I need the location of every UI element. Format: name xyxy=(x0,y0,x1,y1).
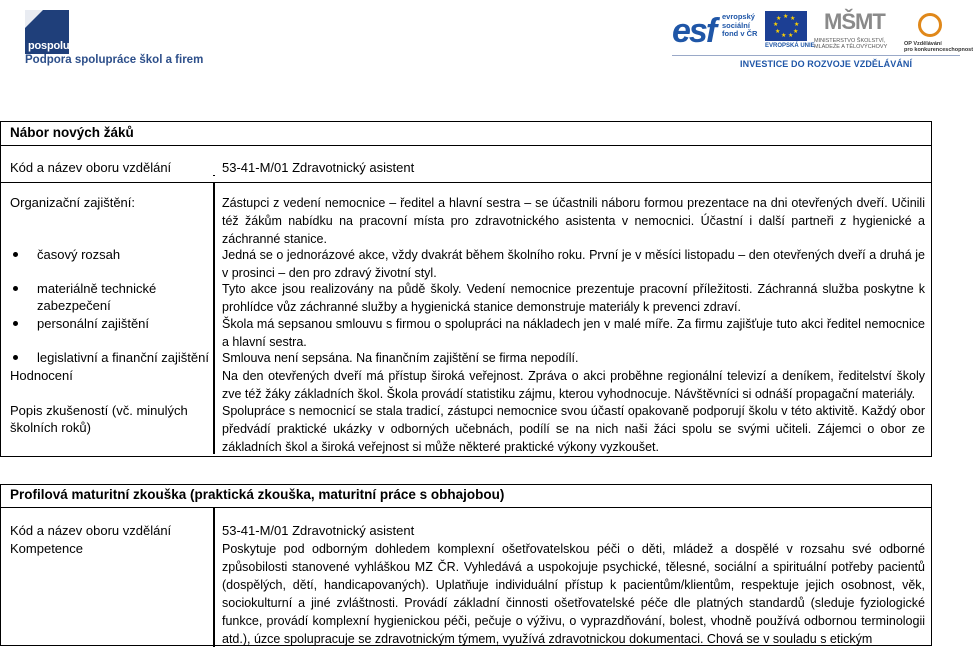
eu-logo-text: EVROPSKÁ UNIE xyxy=(765,43,815,49)
row-value-organizacni: Zástupci z vedení nemocnice – ředitel a hlavní sestra – se účastnili náboru formou prezentace na dni otevřených dveří. Učinili též žákům nabídku na pracovní místa pro zdravotnického asistenta v nemocnici. Účastní i další partneři z hygienické a záchranné stanice. xyxy=(222,196,925,246)
row-value-legislativni: Smlouva není sepsána. Na finančním zajištění se firma nepodílí. xyxy=(222,351,579,365)
row-label-organizacni: Organizační zajištění: xyxy=(10,195,136,210)
divider xyxy=(1,182,931,183)
row-label-legislativni: legislativní a finanční zajištění xyxy=(16,349,209,366)
row-label-popis: Popis zkušeností (vč. minulých školních roků) xyxy=(10,403,188,435)
row-value-hodnoceni: Na den otevřených dveří má přístup široká veřejnost. Zpráva o akci proběhne regionální televizí a deníkem, ředitelství školy zve též žáky základních škol. Škola provádí statistiku zájmu, kterou vyhodnocuje. Návštěvníci si odnáší propagační materiály. xyxy=(222,369,925,401)
row-value-casovy-rozsah: Jedná se o jednorázové akce, vždy dvakrát během školního roku. První je v měsíci listopadu – den otevřených dveří a druhá je v prosinci – den pro zdravý životní styl. xyxy=(222,248,925,280)
row-value-materialne: Tyto akce jsou realizovány na půdě školy. Vedení nemocnice prezentuje pracovní příležitosti. Záchranná služba poskytne k prohlídce vůz záchranné služby a hygienická stanice demonstruje materiály k prevenci zdraví. xyxy=(222,282,925,314)
row-label-materialne: materiálně technické zabezpečení xyxy=(16,280,197,314)
msmt-logo-mark: MŠMT xyxy=(824,9,885,34)
esf-logo-text: evropský sociální fond v ČR xyxy=(722,12,758,38)
pospolu-logo-word: pospolu xyxy=(28,40,70,52)
row-value-personalni: Škola má sepsanou smlouvu s firmou o spolupráci na nákladech jen v malé míře. Za firmu zajišťuje tuto akci ředitel nemocnice a hlavní sestra. xyxy=(222,317,925,349)
row-value-obor: 53-41-M/01 Zdravotnický asistent xyxy=(222,160,415,175)
row-label-obor: Kód a název oboru vzdělání xyxy=(10,523,172,538)
divider xyxy=(1,145,931,146)
row-label-kompetence: Kompetence xyxy=(10,541,83,556)
msmt-logo-text: MINISTERSTVO ŠKOLSTVÍ, MLÁDEŽE A TĚLOVÝCHOVY xyxy=(814,38,888,50)
column-divider xyxy=(213,182,215,454)
pospolu-logo-mark xyxy=(25,10,69,54)
esf-logo-mark: esf xyxy=(672,12,716,50)
section-nabor xyxy=(0,121,932,457)
section-title: Profilová maturitní zkouška (praktická zkouška, maturitní práce s obhajobou) xyxy=(10,487,505,502)
eu-flag-icon: ★ ★ ★ ★ ★ ★ ★ ★ ★ xyxy=(765,11,807,41)
row-value-popis: Spolupráce s nemocnicí se stala tradicí, zástupci nemocnice svou účastí opakovaně podporují školu v této aktivitě. Každý obor předvádí praktické ukázky v odborných učebnách, podílí se na nich naši žáci spolu se svými učiteli. Zájemci o obor ze základních škol a široká veřejnost si může některé praktické výkony vyzkoušet. xyxy=(222,404,925,454)
pospolu-logo xyxy=(25,10,204,68)
row-value-obor: 53-41-M/01 Zdravotnický asistent xyxy=(222,523,415,538)
pospolu-tagline: Podpora spolupráce škol a firem xyxy=(25,54,204,66)
op-logo-icon xyxy=(918,13,942,37)
row-value-kompetence: Poskytuje pod odborným dohledem komplexní ošetřovatelskou péči o děti, mládež a dospělé v rozsahu své odborné způsobilosti stanovené vyhláškou MZ ČR. Vyhledává a uspokojuje psychické, tělesné, sociální a spirituální potřeby pacientů (dospělých, dětí, handicapovaných). Uplatňuje individuální přístup k pacientům/klientům, respektuje jejich osobnost, věk, sociokulturní a jiné zvláštnosti. Provádí základní činnosti ošetřovatelské péče dle platných standardů (sleduje fyziologické funkce, provádí komplexní hygienickou péči, pečuje o výživu, o vyprazdňování, bolest, vhodně používá odbornou terminologii atd.), úzce spolupracuje se zdravotnickým týmem, využívá zdravotnickou dokumentaci. Chová se v souladu s etickým xyxy=(222,542,925,646)
op-logo-text: OP Vzdělávání pro konkurenceschopnost xyxy=(904,41,973,53)
row-label-obor: Kód a název oboru vzdělání xyxy=(10,160,172,175)
row-label-hodnoceni: Hodnocení xyxy=(10,368,73,383)
investice-slogan: INVESTICE DO ROZVOJE VZDĚLÁVÁNÍ xyxy=(740,59,913,69)
divider xyxy=(1,507,931,508)
section-title: Nábor nových žáků xyxy=(10,125,134,140)
msmt-logo xyxy=(812,9,892,49)
row-label-casovy-rozsah: časový rozsah xyxy=(16,246,120,263)
op-logo xyxy=(904,13,973,53)
section-maturita xyxy=(0,484,932,646)
column-divider xyxy=(213,175,215,176)
row-label-personalni: personální zajištění xyxy=(16,315,149,332)
header-divider xyxy=(672,55,960,56)
partner-logos xyxy=(672,9,973,71)
column-divider xyxy=(213,507,215,647)
